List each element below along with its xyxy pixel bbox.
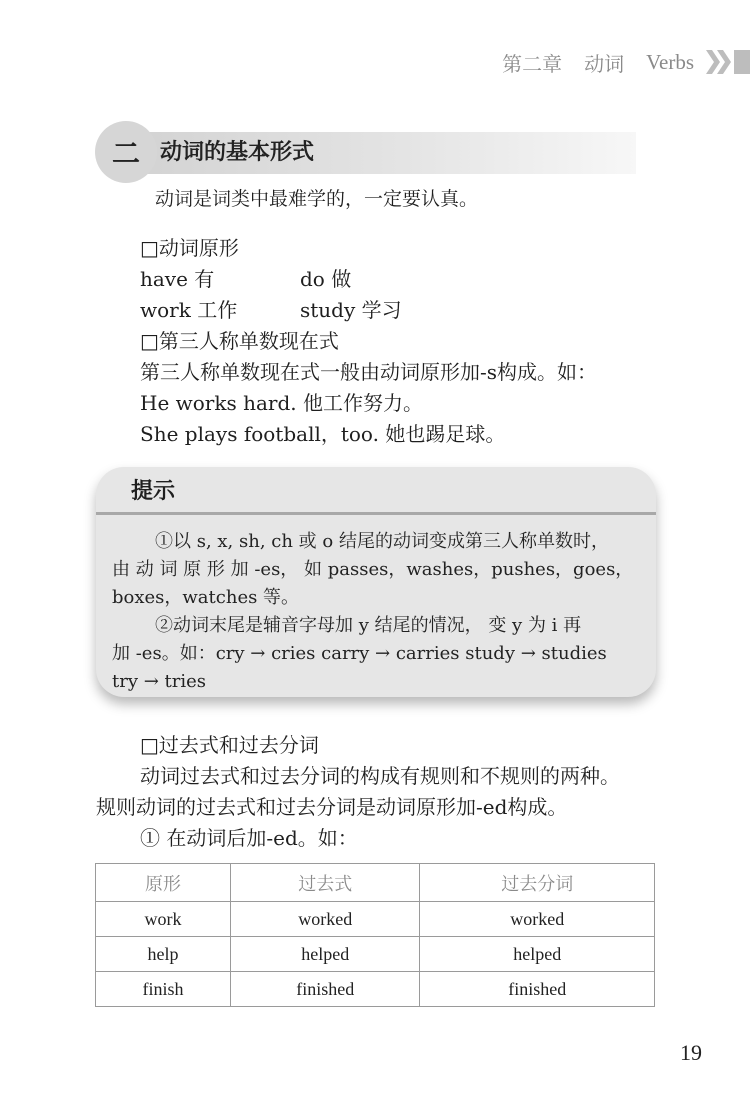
section-number: 二 — [111, 137, 140, 170]
table-row — [96, 972, 655, 1007]
table-cell: finished — [420, 972, 655, 1007]
table-cell: work — [96, 902, 231, 937]
double-chevron-icon — [704, 44, 750, 80]
past-forms-paragraph: 规则动词的过去式和过去分词是动词原形加-ed构成。 — [96, 795, 568, 819]
tip-line: 加 -es。如：cry → cries carry → carries study → studies — [112, 643, 607, 664]
example-sentence: He works hard. 他工作努力。 — [140, 391, 423, 415]
column-header: 过去式 — [230, 864, 420, 902]
table-cell: worked — [420, 902, 655, 937]
example-word: work 工作 — [140, 298, 238, 322]
example-sentence: She plays football，too. 她也踢足球。 — [140, 422, 506, 446]
table-cell: help — [96, 937, 231, 972]
example-word: study 学习 — [300, 298, 402, 322]
tip-title: 提示 — [131, 479, 176, 504]
section-intro: 动词是词类中最难学的，一定要认真。 — [155, 188, 479, 210]
third-person-rule: 第三人称单数现在式一般由动词原形加-s构成。如： — [140, 360, 598, 384]
tip-line: try → tries — [112, 671, 207, 692]
header-chapter: 第二章 — [502, 51, 563, 76]
column-header: 过去分词 — [420, 864, 655, 902]
tip-line: ②动词末尾是辅音字母加 y 结尾的情况， 变 y 为 i 再 — [155, 615, 582, 636]
verb-forms-table — [95, 863, 655, 1007]
past-forms-heading: □过去式和过去分词 — [140, 733, 319, 757]
past-forms-rule: ① 在动词后加-ed。如： — [140, 826, 358, 850]
table-cell: finished — [230, 972, 420, 1007]
example-word: do 做 — [300, 267, 352, 291]
running-header — [502, 44, 750, 80]
tip-line: ①以 s, x, sh, ch 或 o 结尾的动词变成第三人称单数时， — [155, 531, 609, 552]
third-person-heading: □第三人称单数现在式 — [140, 329, 339, 353]
header-topic: 动词 — [584, 51, 625, 76]
tip-line: boxes，watches 等。 — [112, 587, 300, 608]
column-header: 原形 — [96, 864, 231, 902]
page-number: 19 — [680, 1040, 702, 1065]
table-cell: helped — [420, 937, 655, 972]
table-cell: worked — [230, 902, 420, 937]
table-row — [96, 937, 655, 972]
tip-line: 由 动 词 原 形 加 -es， 如 passes，washes，pushes，goes， — [112, 559, 634, 580]
section-title: 动词的基本形式 — [160, 140, 315, 165]
tip-divider — [96, 512, 656, 515]
table-row — [96, 902, 655, 937]
table-cell: helped — [230, 937, 420, 972]
example-word: have 有 — [140, 267, 215, 291]
past-forms-paragraph: 动词过去式和过去分词的构成有规则和不规则的两种。 — [140, 764, 620, 788]
header-topic-en: Verbs — [646, 49, 694, 74]
table-header-row — [96, 864, 655, 902]
base-form-heading: □动词原形 — [140, 236, 239, 260]
table-cell: finish — [96, 972, 231, 1007]
